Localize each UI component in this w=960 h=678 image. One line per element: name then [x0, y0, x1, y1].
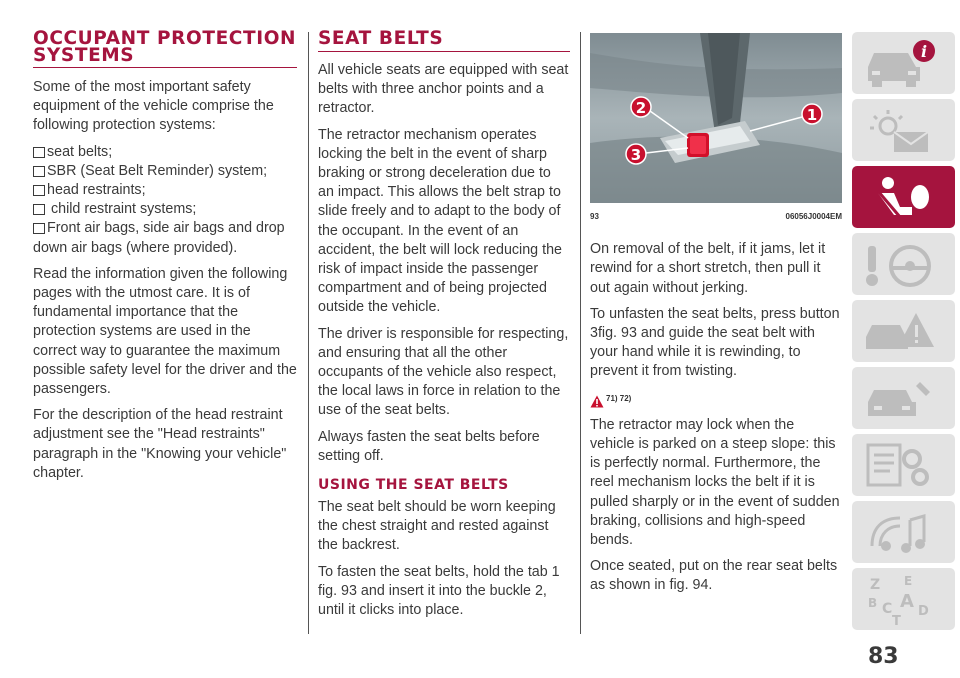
svg-text:B: B	[868, 596, 878, 610]
checkbox-bullet-icon	[33, 223, 45, 234]
figure-number: 93	[590, 212, 599, 221]
tab-index[interactable]	[852, 568, 955, 630]
technical-data-icon	[860, 439, 940, 491]
tab-knowing-vehicle[interactable]	[852, 32, 955, 94]
svg-text:C: C	[882, 601, 893, 617]
tab-technical-data[interactable]	[852, 434, 955, 496]
paragraph: To fasten the seat belts, hold the tab 1 fig. 93 and insert it into the buckle 2, until it clicks into place.	[318, 563, 560, 619]
paragraph: The retractor mechanism operates locking the belt in the event of sharp braking or strong deceleration due to an impact. This allows the belt strap to slide freely and to adapt to the body of the occupant. In the event of an accident, the belt will lock reducing the risk of impact inside the passenger compartment and of being projected outside the vehicle.	[318, 126, 562, 316]
checkbox-bullet-icon	[33, 185, 45, 196]
warning-refs: 71) 72)	[606, 393, 632, 403]
dashboard-lights-icon	[860, 104, 940, 156]
multimedia-icon	[860, 506, 940, 558]
paragraph: On removal of the belt, if it jams, let it rewind for a short stretch, then pull it out again without jerking.	[590, 241, 826, 296]
warning-reference	[590, 389, 842, 408]
svg-text:T: T	[892, 614, 901, 625]
subheading-using-seat-belts: USING THE SEAT BELTS	[318, 477, 509, 494]
paragraph: All vehicle seats are equipped with seat belts with three anchor points and a retractor.	[318, 62, 569, 117]
section-heading-seat-belts: SEAT BELTS	[318, 30, 570, 52]
svg-text:E: E	[904, 574, 913, 588]
checkbox-bullet-icon	[33, 204, 45, 215]
key-steering-wheel-icon	[860, 238, 940, 290]
chapter-tabs	[852, 32, 955, 635]
page-number: 83	[868, 644, 899, 669]
list-item: seat belts;	[33, 143, 297, 162]
svg-text:Z: Z	[870, 577, 881, 593]
callout-2: 2	[635, 99, 647, 117]
paragraph: Always fasten the seat belts before setting off.	[318, 428, 540, 464]
car-info-icon	[860, 37, 940, 89]
figure-caption	[590, 207, 842, 226]
paragraph: The seat belt should be worn keeping the chest straight and rested against the backrest.	[318, 499, 556, 554]
svg-text:A: A	[900, 591, 914, 612]
protection-systems-list	[33, 143, 297, 258]
airbag-seat-icon	[860, 171, 940, 223]
tab-starting-driving[interactable]	[852, 233, 955, 295]
column-occupant-protection	[33, 30, 297, 490]
list-item: Front air bags, side air bags and drop down air bags (where provided).	[33, 220, 285, 256]
list-item: SBR (Seat Belt Reminder) system;	[33, 162, 297, 181]
callout-3: 3	[630, 146, 642, 164]
column-seat-belts-continued	[590, 33, 842, 603]
section-heading-occupant-protection: OCCUPANT PROTECTION SYSTEMS	[33, 28, 297, 66]
tab-servicing[interactable]	[852, 367, 955, 429]
checkbox-bullet-icon	[33, 166, 45, 177]
paragraph: The retractor may lock when the vehicle is parked on a steep slope: this is perfectly normal. Furthermore, the reel mechanism locks the belt if it is pulled sharply or in the event of sudden braking, collisions and high-speed bends.	[590, 416, 840, 549]
seat-belt-buckle-figure	[590, 33, 842, 203]
tab-safety[interactable]	[852, 166, 955, 228]
tab-emergency[interactable]	[852, 300, 955, 362]
paragraph: The driver is responsible for respecting, and ensuring that all the other occupants of the vehicle also respect, the local laws in force in relation to the use of the seat belts.	[318, 325, 569, 419]
car-breakdown-icon	[860, 305, 940, 357]
list-item: head restraints;	[33, 181, 297, 200]
tab-multimedia[interactable]	[852, 501, 955, 563]
seat-belt-buckle-illustration	[590, 33, 842, 203]
callout-1: 1	[806, 106, 818, 124]
list-item: child restraint systems;	[33, 200, 297, 219]
svg-text:i: i	[920, 42, 928, 61]
column-seat-belts	[318, 30, 570, 627]
checkbox-bullet-icon	[33, 147, 45, 158]
alphabetical-index-icon	[860, 573, 940, 625]
column-divider	[580, 32, 581, 634]
figure-code: 06056J0004EM	[785, 212, 842, 221]
intro-paragraph: Some of the most important safety equipment of the vehicle comprise the following protection systems:	[33, 79, 274, 134]
car-service-icon	[860, 372, 940, 424]
svg-text:D: D	[918, 604, 929, 619]
paragraph: For the description of the head restraint adjustment see the "Head restraints" paragraph in the "Knowing your vehicle" chapter.	[33, 407, 287, 481]
paragraph: To unfasten the seat belts, press button 3fig. 93 and guide the seat belt with your hand while it is rewinding, to prevent it from twisting.	[590, 305, 840, 380]
column-divider	[308, 32, 309, 634]
paragraph: Once seated, put on the rear seat belts as shown in fig. 94.	[590, 558, 838, 594]
tab-dashboard[interactable]	[852, 99, 955, 161]
warning-triangle-icon	[590, 395, 604, 408]
paragraph: Read the information given the following pages with the utmost care. It is of fundamental importance that the protection systems are used in the correct way to guarantee the maximum possible safety level for the driver and the passengers.	[33, 265, 297, 398]
